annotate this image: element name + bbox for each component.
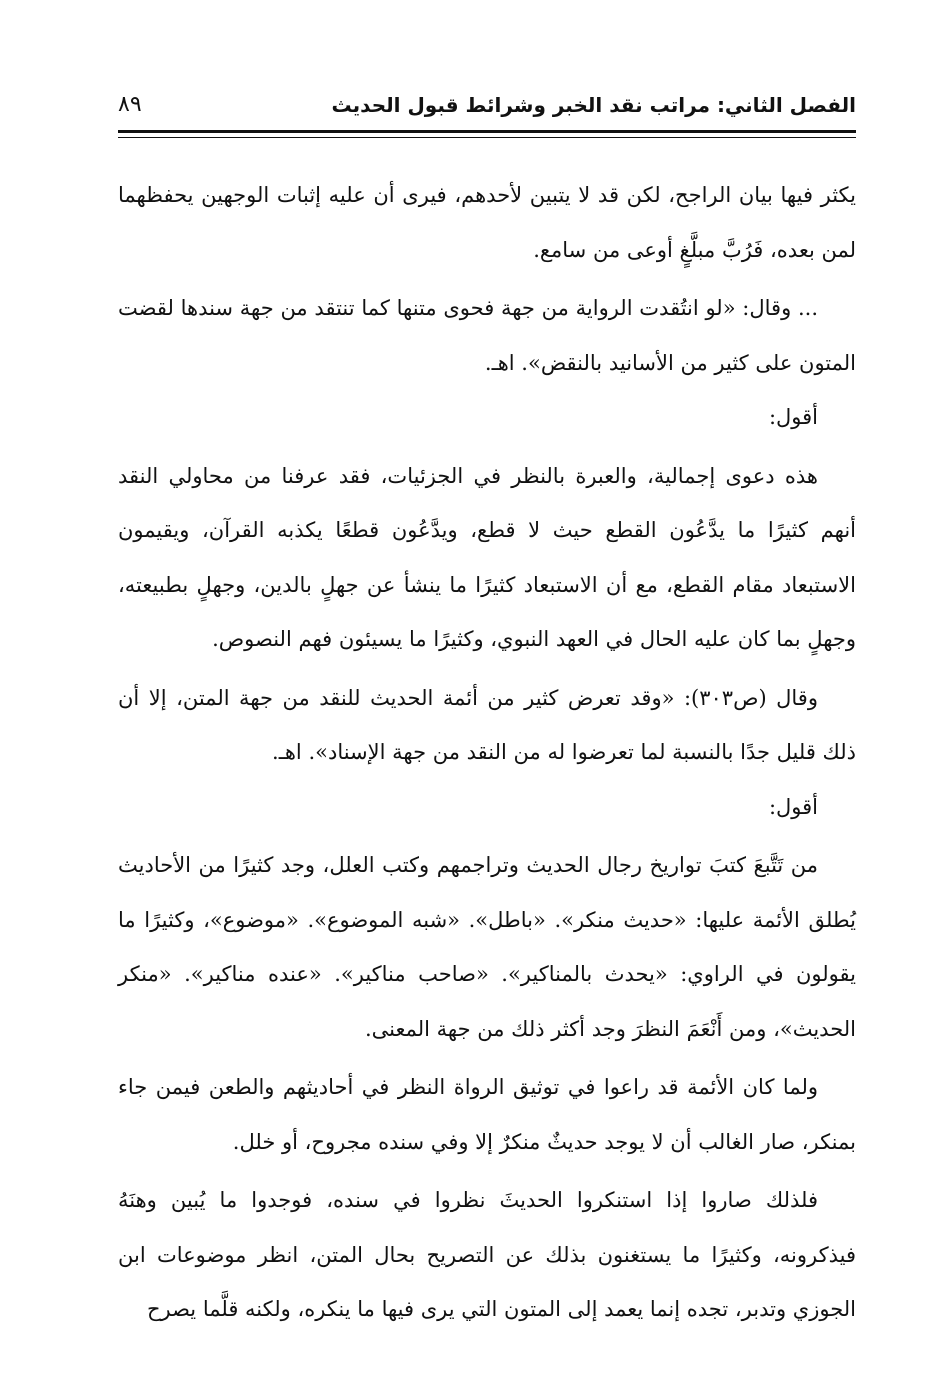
paragraph: أقول: — [768, 405, 818, 429]
page-number: ٨٩ — [118, 92, 142, 117]
page-header — [118, 90, 856, 130]
header-rule-thick — [118, 130, 856, 133]
page-body — [118, 168, 856, 1391]
paragraph: ولما كان الأئمة قد راعوا في توثيق الرواة النظر في أحاديثهم والطعن فيمن جاء بمنكر، صار الغالب أن لا يوجد حديثٌ منكرٌ إلا وفي سنده مجروح، أو خلل. — [118, 1075, 856, 1154]
paragraph: فلذلك صاروا إذا استنكروا الحديثَ نظروا في سنده، فوجدوا ما يُبين وهنَهُ فيذكرونه، وكثيرًا ما يستغنون بذلك عن التصريح بحال المتن، انظر موضوعات ابن الجوزي وتدبر، تجده إنما يعمد إلى المتون التي يرى فيها ما ينكره، ولكنه قلَّما يصرح — [118, 1188, 856, 1321]
paragraph: يكثر فيها بيان الراجح، لكن قد لا يتبين لأحدهم، فيرى أن عليه إثبات الوجهين يحفظهما لمن بعده، فَرُبَّ مبلَّغٍ أوعى من سامع. — [118, 183, 856, 262]
book-page — [118, 0, 856, 1391]
paragraph: وقال (ص٣٠٣): «وقد تعرض كثير من أئمة الحديث للنقد من جهة المتن، إلا أن ذلك قليل جدًا بالنسبة لما تعرضوا له من النقد من جهة الإسناد». اهـ. — [118, 685, 856, 764]
header-rule-thin — [118, 137, 856, 138]
paragraph: من تَتَّبعَ كتبَ تواريخ رجال الحديث وتراجمهم وكتب العلل، وجد كثيرًا من الأحاديث يُطلق الأئمة عليها: «حديث منكر». «باطل». «شبه الموضوع». «موضوع»، وكثيرًا ما يقولون في الراوي: «يحدث بالمناكير». «صاحب مناكير». «عنده مناكير». «منكر الحديث»، ومن أَنْعَمَ النظرَ وجد أكثر ذلك من جهة المعنى. — [118, 853, 856, 1041]
paragraph: أقول: — [768, 794, 818, 819]
paragraph: ... وقال: «لو انتُقدت الرواية من جهة فحوى متنها كما تنتقد من جهة سندها لقضت المتون على كثير من الأسانيد بالنقض». اهـ. — [118, 296, 856, 375]
running-title: الفصل الثاني: مراتب نقد الخبر وشرائط قبول الحديث — [331, 93, 856, 117]
paragraph: هذه دعوى إجمالية، والعبرة بالنظر في الجزئيات، فقد عرفنا من محاولي النقد أنهم كثيرًا ما يدَّعُون القطع حيث لا قطع، ويدَّعُون قطعًا يكذبه القرآن، ويقيمون الاستبعاد مقام القطع، مع أن الاستبعاد كثيرًا ما ينشأ عن جهلٍ بالدين، وجهلٍ بطبيعته، وجهلٍ بما كان عليه الحال في العهد النبوي، وكثيرًا ما يسيئون فهم النصوص. — [118, 463, 856, 651]
